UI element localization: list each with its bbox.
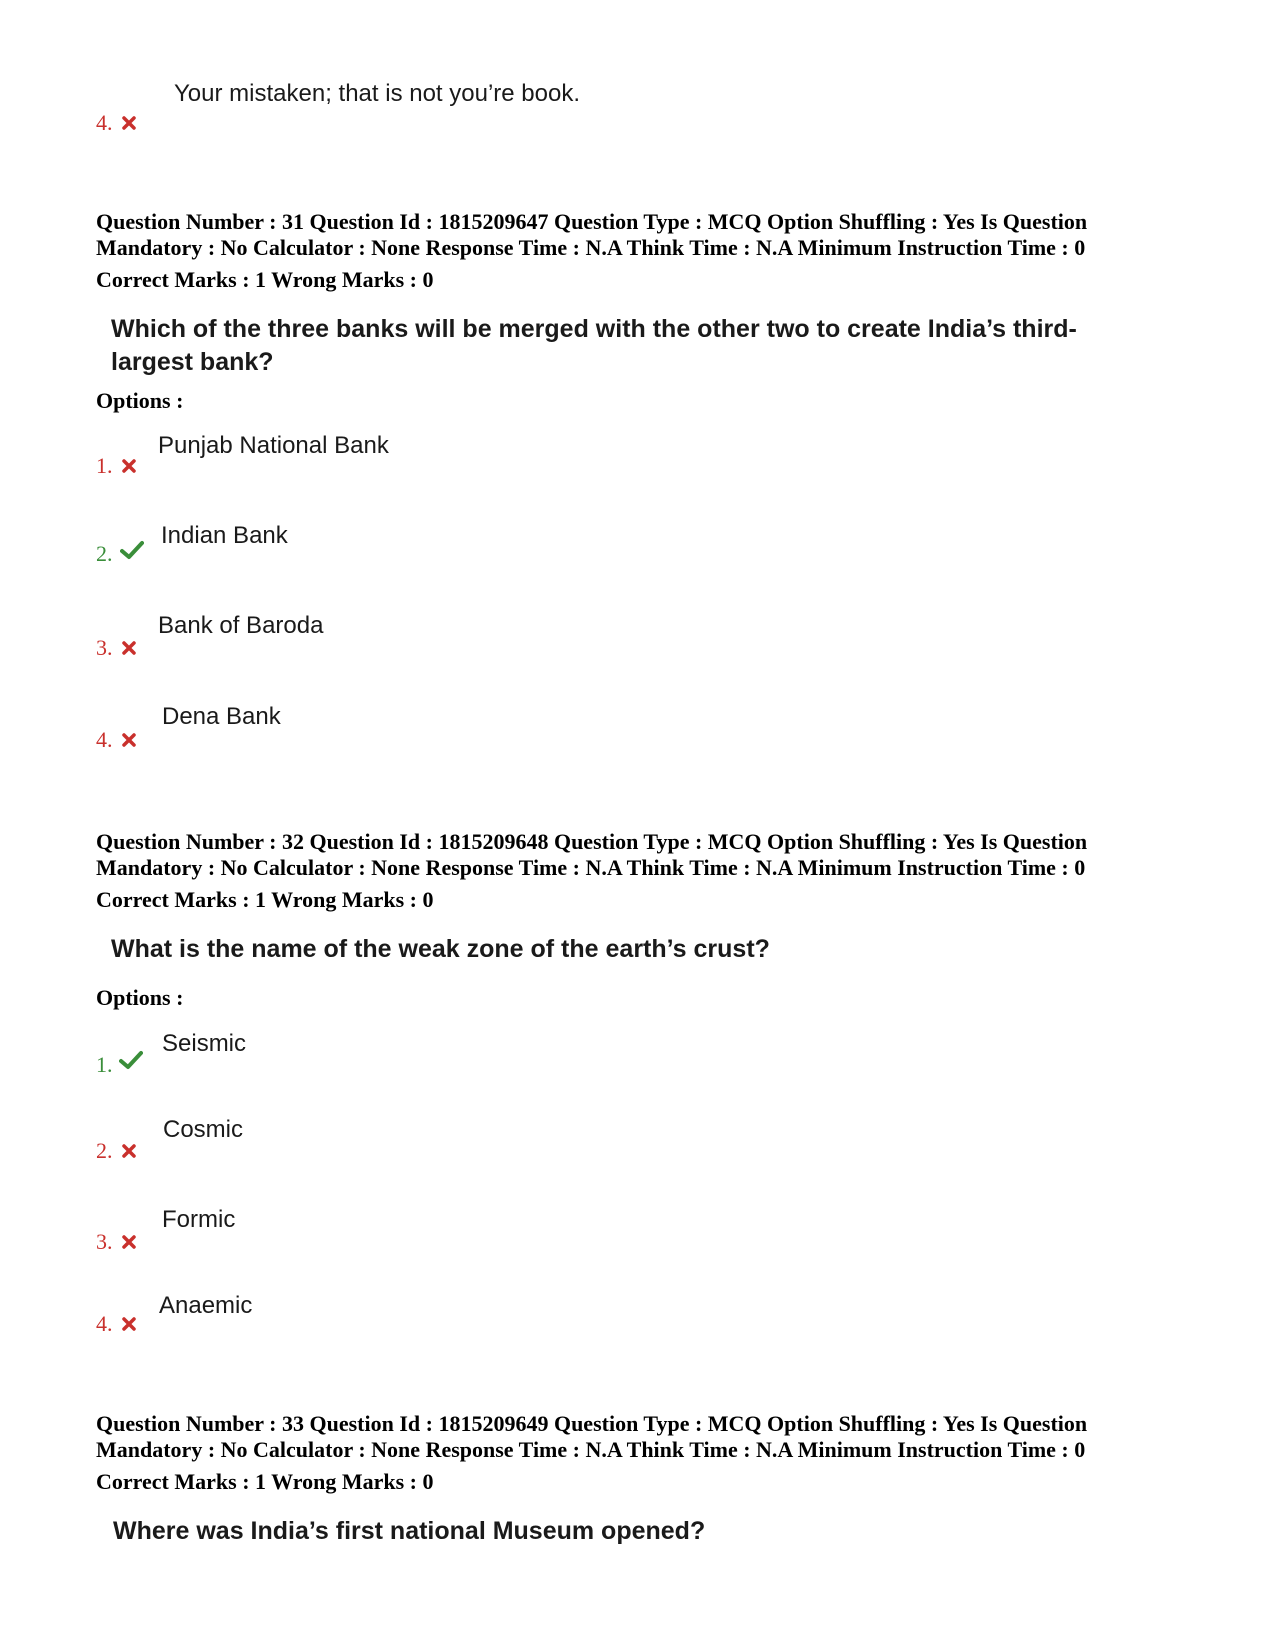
options-label: Options : (96, 985, 184, 1010)
question-text (113, 1515, 705, 1548)
option-number: 3. (96, 635, 113, 660)
cross-icon (122, 1317, 136, 1331)
meta-line: Question Number : 31 Question Id : 1815209647 Question Type : MCQ Option Shuffling : Yes Is Question (96, 209, 1088, 234)
meta-line: Question Number : 33 Question Id : 1815209649 Question Type : MCQ Option Shuffling : Yes Is Question (96, 1411, 1088, 1436)
meta-line: Question Number : 32 Question Id : 1815209648 Question Type : MCQ Option Shuffling : Yes Is Question (96, 829, 1088, 854)
option-number: 1. (96, 453, 113, 478)
option-text: Dena Bank (162, 703, 281, 730)
option-text: Indian Bank (161, 522, 288, 549)
check-icon (119, 1050, 143, 1070)
question-meta (96, 829, 1160, 881)
option-number: 4. (96, 110, 113, 135)
meta-line: Mandatory : No Calculator : None Response Time : N.A Think Time : N.A Minimum Instruction Time : 0 (96, 855, 1086, 880)
question-line: What is the name of the weak zone of the earth’s crust? (111, 935, 770, 963)
cross-icon (122, 116, 136, 130)
option-number: 2. (96, 1138, 113, 1163)
question-line: Where was India’s first national Museum opened? (113, 1517, 706, 1545)
option-number: 2. (96, 541, 113, 566)
option-text: Your mistaken; that is not you’re book. (174, 80, 581, 107)
option-number: 3. (96, 1229, 113, 1254)
option-text: Seismic (162, 1030, 247, 1057)
question-text (111, 313, 1077, 379)
meta-line: Mandatory : No Calculator : None Response Time : N.A Think Time : N.A Minimum Instruction Time : 0 (96, 1437, 1086, 1462)
cross-icon (122, 1144, 136, 1158)
question-line: Which of the three banks will be merged with the other two to create India’s third- (111, 315, 1077, 343)
option-text: Bank of Baroda (158, 612, 324, 639)
option-text: Formic (162, 1206, 236, 1233)
option-text: Anaemic (159, 1292, 253, 1319)
option-text: Punjab National Bank (158, 432, 389, 459)
question-meta (96, 1411, 1160, 1463)
check-icon (120, 540, 144, 560)
option-number: 1. (96, 1052, 113, 1077)
question-marks: Correct Marks : 1 Wrong Marks : 0 (96, 267, 434, 292)
option-text: Cosmic (163, 1116, 244, 1143)
cross-icon (122, 1235, 136, 1249)
cross-icon (122, 641, 136, 655)
option-number: 4. (96, 727, 113, 752)
question-meta (96, 209, 1160, 261)
meta-line: Mandatory : No Calculator : None Response Time : N.A Think Time : N.A Minimum Instruction Time : 0 (96, 235, 1086, 260)
question-marks: Correct Marks : 1 Wrong Marks : 0 (96, 887, 434, 912)
question-line: largest bank? (111, 348, 274, 376)
options-label: Options : (96, 388, 184, 413)
cross-icon (122, 733, 136, 747)
question-marks: Correct Marks : 1 Wrong Marks : 0 (96, 1469, 434, 1494)
question-text (111, 933, 770, 966)
option-number: 4. (96, 1311, 113, 1336)
cross-icon (122, 459, 136, 473)
